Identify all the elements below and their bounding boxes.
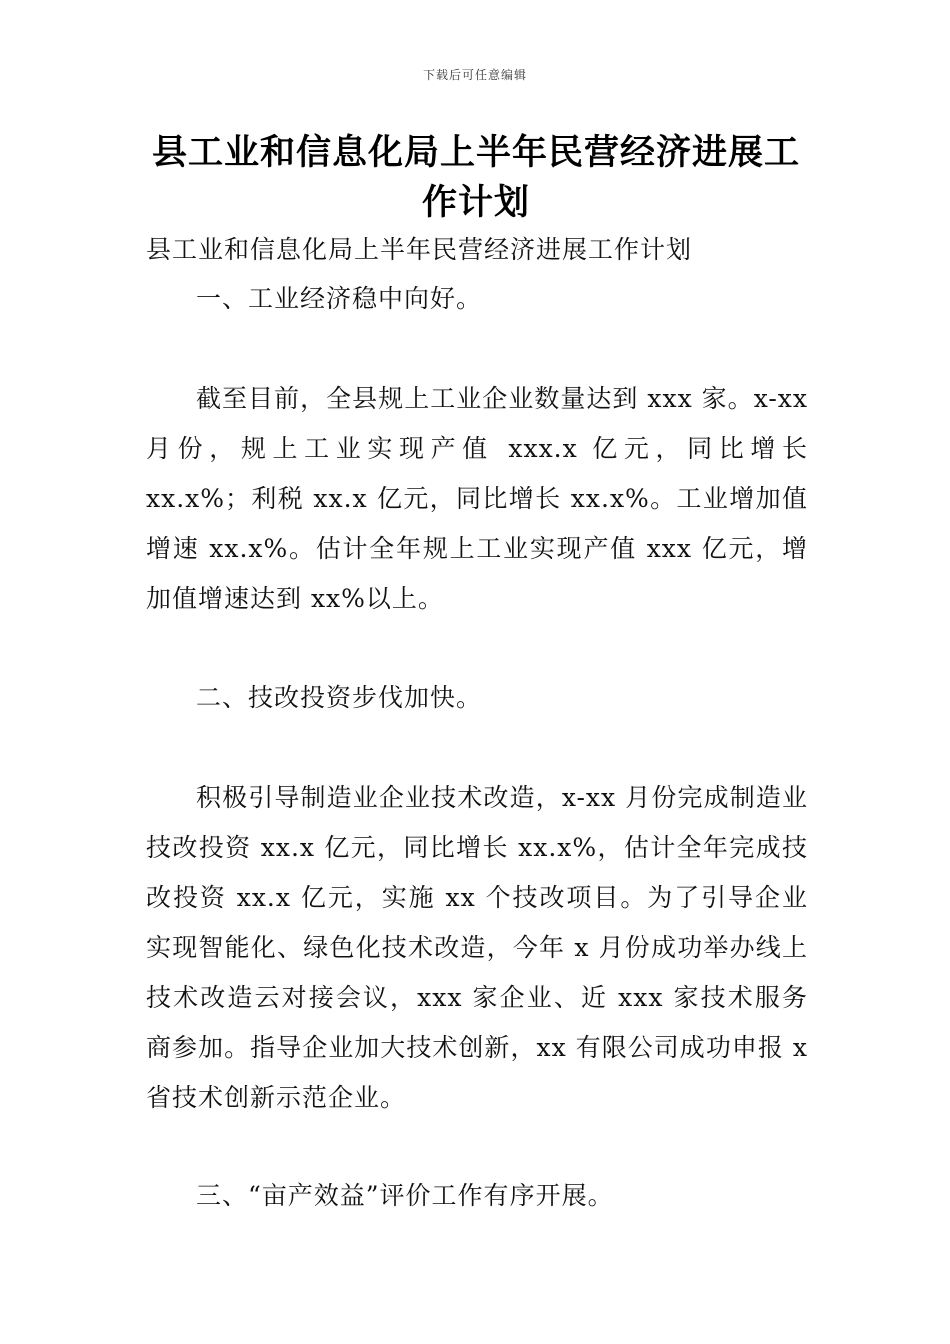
section-heading-3: 三、“亩产效益”评价工作有序开展。 <box>196 1181 614 1210</box>
section-heading-2: 二、技改投资步伐加快。 <box>196 683 483 712</box>
section-paragraph-2: 积极引导制造业企业技术改造，x-xx 月份完成制造业技改投资 xx.x 亿元，同比增长 xx.x%，估计全年完成技改投资 xx.x 亿元，实施 xx 个技改项目。为了引导企业实现智能化、绿色化技术改造，今年 x 月份成功举办线上技术改造云对接会议，xxx 家企业、近 xxx 家技术服务商参加。指导企业加大技术创新，xx 有限公司成功申报 x 省技术创新示范企业。 <box>146 783 808 1112</box>
document-title: 县工业和信息化局上半年民营经济进展工作计划 <box>151 133 800 223</box>
section-heading-1: 一、工业经济稳中向好。 <box>196 284 483 313</box>
header-note: 下载后可任意编辑 <box>422 68 527 82</box>
section-paragraph-1: 截至目前，全县规上工业企业数量达到 xxx 家。x-xx 月份，规上工业实现产值 xxx.x 亿元，同比增长 xx.x%；利税 xx.x 亿元，同比增长 xx.x%。工业增加值增速 xx.x%。估计全年规上工业实现产值 xxx 亿元，增加值增速达到 xx%以上。 <box>146 384 808 613</box>
document-subtitle: 县工业和信息化局上半年民营经济进展工作计划 <box>146 235 693 264</box>
